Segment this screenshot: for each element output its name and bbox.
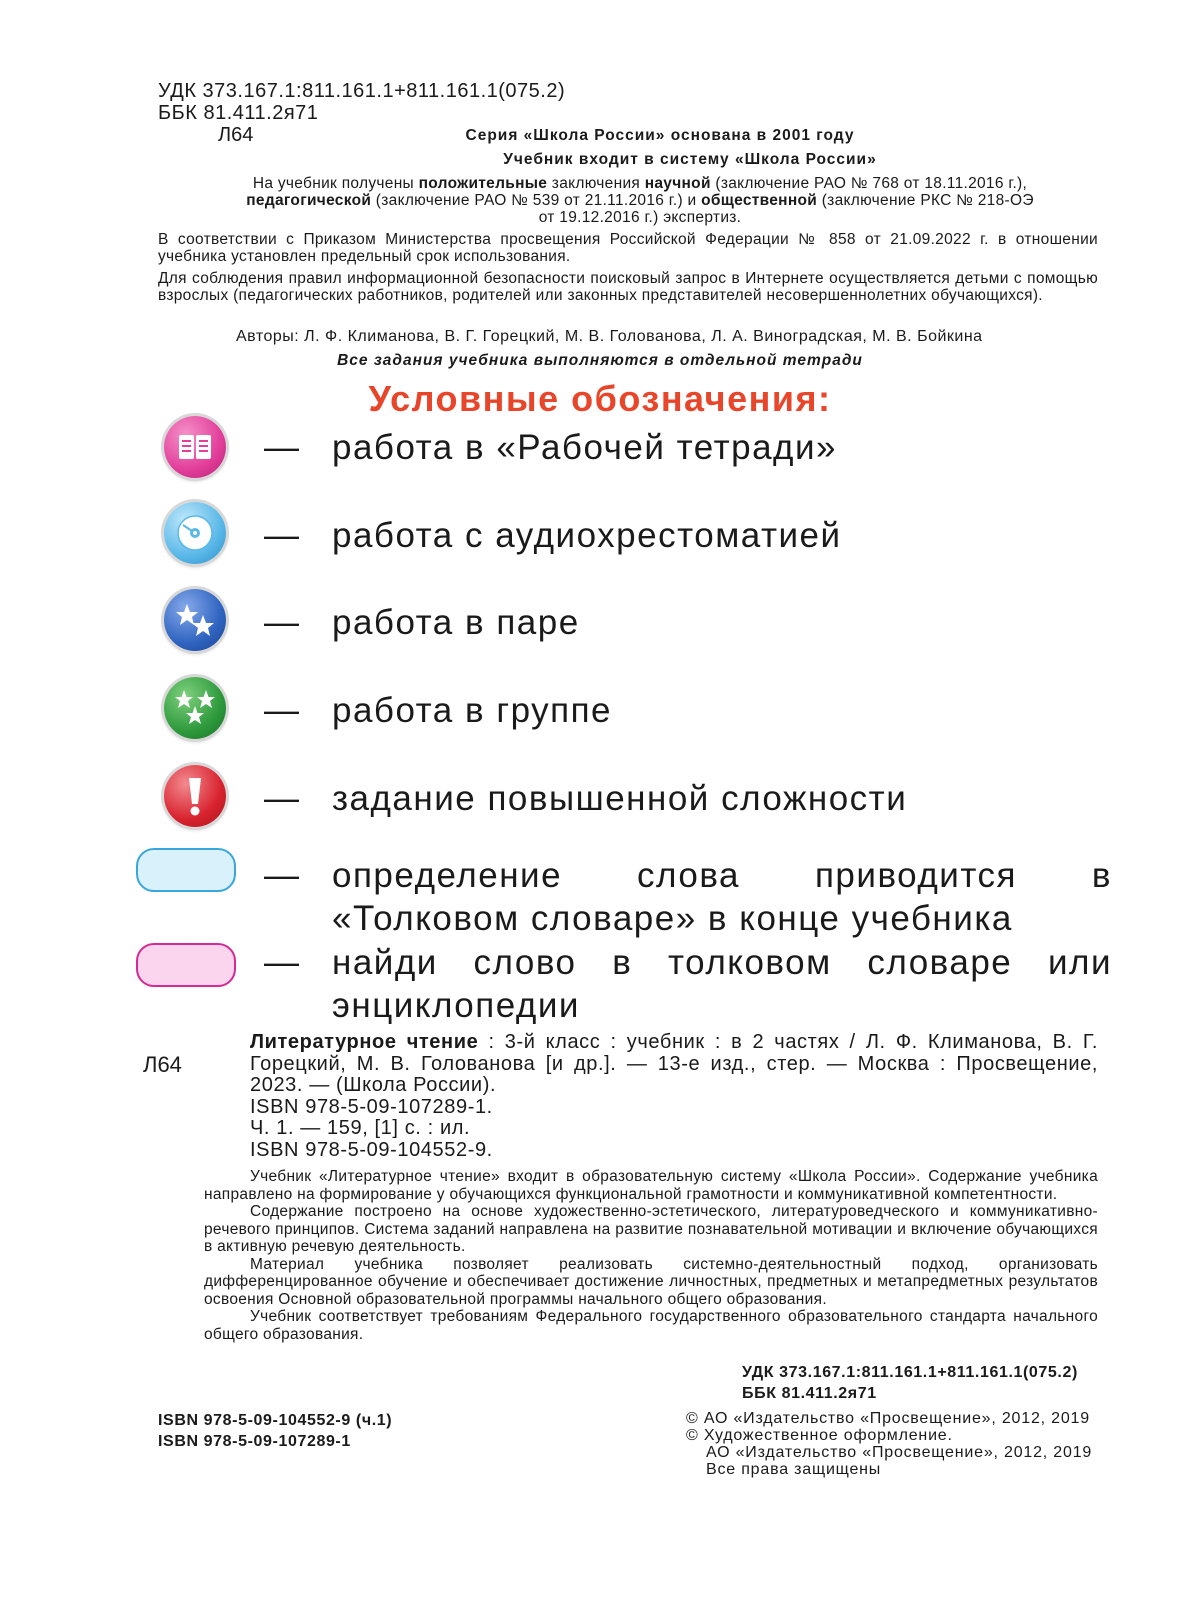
legend-item-group: — работа в группе	[160, 689, 1120, 739]
blue-capsule-icon	[136, 848, 236, 892]
copyright: © АО «Издательство «Просвещение», 2012, 2019 © Художественное оформление. АО «Издательство «Просвещение», 2012, 2019 Все права защищены	[686, 1410, 1093, 1478]
bib-isbn-a: ISBN 978-5-09-107289-1.	[250, 1095, 493, 1118]
legend-title: Условные обозначения:	[368, 378, 832, 419]
footer-udk-bbk: УДК 373.167.1:811.161.1+811.161.1(075.2) ББК 81.411.2я71	[742, 1364, 1078, 1402]
order-text: В соответствии с Приказом Министерства просвещения Российской Федерации № 858 от 21.09.2022 г. в отношении учебника установлен предельный срок использования.	[158, 231, 1098, 265]
exclamation-icon	[164, 765, 226, 827]
authors-line: Авторы: Л. Ф. Климанова, В. Г. Горецкий, М. В. Голованова, Л. А. Виноградская, М. В. Бойкина	[236, 328, 983, 345]
udk-bbk-block	[158, 80, 565, 124]
bib-pages: Ч. 1. — 159, [1] с. : ил.	[250, 1117, 471, 1139]
legend-item-find-word: — найди слово в толковом словаре или энциклопедии	[160, 941, 1120, 1031]
safety-text: Для соблюдения правил информационной безопасности поисковый запрос в Интернете осуществляется детьми с помощью взрослых (педагогических работников, родителей или законных представителей несовершеннолетних обучающихся).	[158, 270, 1098, 304]
bib-main: Литературное чтение : 3-й класс : учебник : в 2 частях / Л. Ф. Климанова, В. Г. Горецкий, М. В. Голованова [и др.]. — 13-е изд., стер. — Москва : Просвещение, 2023. — (Школа России).	[250, 1031, 1099, 1096]
bibliographic-record	[204, 1032, 1098, 1161]
legend-item-pair: — работа в паре	[160, 601, 1120, 651]
system-line: Учебник входит в систему «Школа России»	[503, 151, 877, 168]
pair-stars-icon	[164, 589, 226, 651]
approval-text: На учебник получены положительные заключения научной (заключение РАО № 768 от 18.11.2016 г.), педагогической (заключение РАО № 539 от 21.11.2016 г.) и общественной (заключение РКС № 218-ОЭ от 19.12.2016 г.) экспертиз.	[246, 175, 1034, 226]
legend-item-audio: — работа с аудиохрестоматией	[160, 514, 1120, 564]
tasks-note: Все задания учебника выполняются в отдельной тетради	[337, 352, 863, 369]
workbook-icon	[164, 416, 226, 478]
legend-item-workbook: — работа в «Рабочей тетради»	[160, 426, 1120, 476]
series-line: Серия «Школа России» основана в 2001 году	[465, 127, 855, 144]
author-mark: Л64	[218, 124, 254, 146]
legend-item-challenge: — задание повышенной сложности	[160, 777, 1120, 827]
audio-disc-icon	[164, 502, 226, 564]
bib-isbn-b: ISBN 978-5-09-104552-9.	[250, 1138, 493, 1161]
annotation: Учебник «Литературное чтение» входит в образовательную систему «Школа России». Содержание учебника направлено на формирование у обучающихся функциональной грамотности и коммуникативной компетентности. Содержание построено на основе художественно-эстетического, литературоведческого и коммуникативно-речевого принципов. Система заданий направлена на развитие познавательной мотивации и включение обучающихся в активную речевую деятельность. Материал учебника позволяет реализовать системно-деятельностный подход, организовать дифференцированное обучение и обеспечивает достижение личностных, предметных и метапредметных результатов освоения Основной образовательной программы начального общего образования. Учебник соответствует требованиям Федерального государственного образовательного стандарта начального общего образования.	[204, 1168, 1098, 1343]
group-stars-icon	[164, 677, 226, 739]
pink-capsule-icon	[136, 943, 236, 987]
footer-isbn: ISBN 978-5-09-104552-9 (ч.1) ISBN 978-5-09-107289-1	[158, 1412, 393, 1450]
legend-item-dictionary-definition: — определение слова приводится в «Толковом словаре» в конце учебника	[160, 854, 1120, 944]
bbk-code: ББК 81.411.2я71	[158, 102, 319, 124]
udk-code: УДК 373.167.1:811.161.1+811.161.1(075.2)	[158, 80, 566, 102]
bib-author-mark: Л64	[143, 1052, 182, 1077]
